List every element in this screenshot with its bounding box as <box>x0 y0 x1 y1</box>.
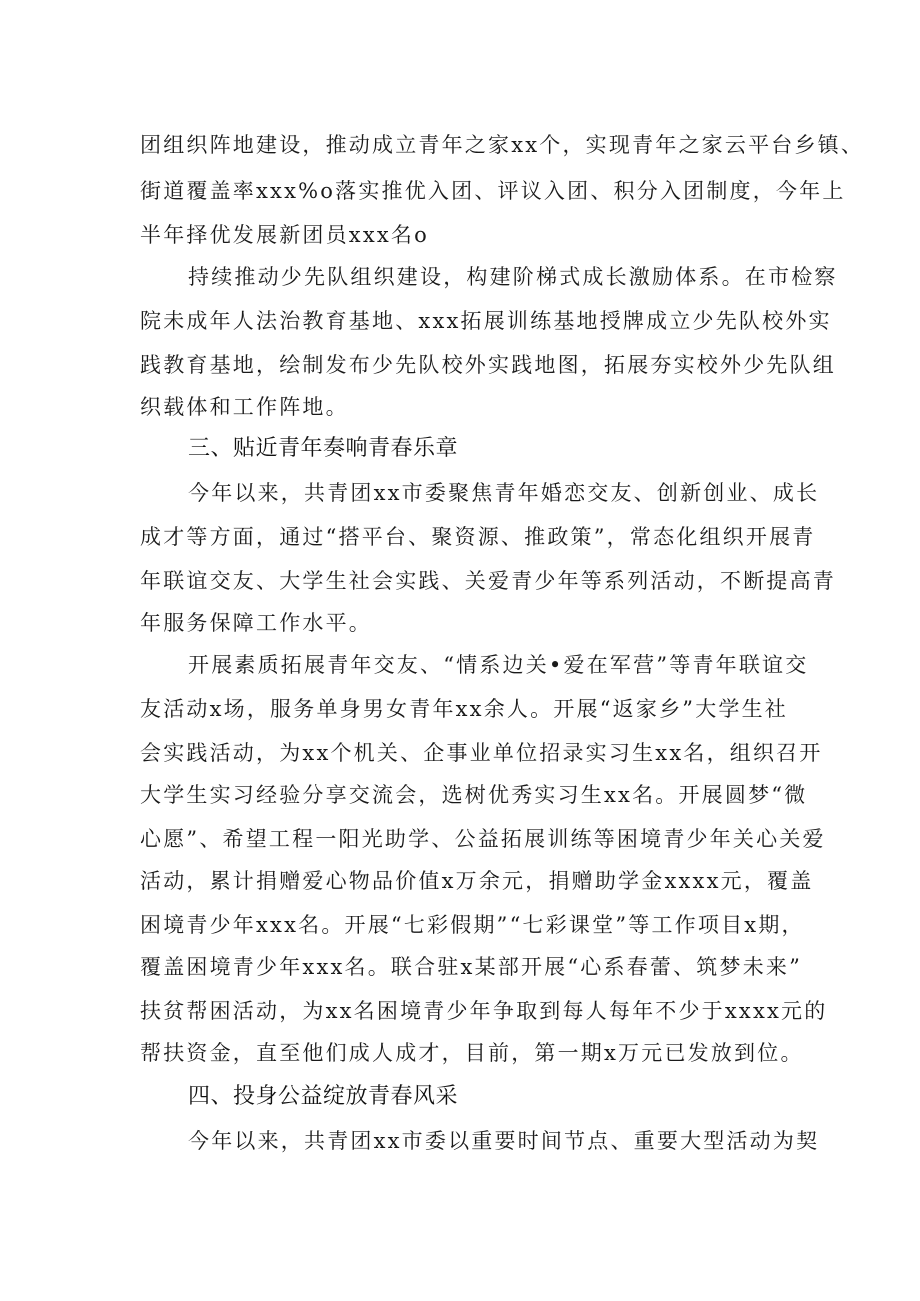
paragraph-line: 友活动x场，服务单身男女青年xx余人。开展“返家乡”大学生社 <box>140 697 788 721</box>
paragraph-line: 团组织阵地建设，推动成立青年之家xx个，实现青年之家云平台乡镇、 <box>140 133 865 157</box>
paragraph-line: 覆盖困境青少年xxx名。联合驻x某部开展“心系春蕾、筑梦未来” <box>140 955 803 979</box>
paragraph-line: 践教育基地，绘制发布少先队校外实践地图，拓展夯实校外少先队组 <box>140 353 836 377</box>
paragraph-line: 活动，累计捐赠爱心物品价值x万余元，捐赠助学金xxxx元，覆盖 <box>140 869 814 893</box>
paragraph-line: 帮扶资金，直至他们成人成才，目前，第一期x万元已发放到位。 <box>140 1041 804 1065</box>
section-heading: 四、投身公益绽放青春风采 <box>188 1084 459 1109</box>
paragraph-line: 心愿”、希望工程一阳光助学、公益拓展训练等困境青少年关心关爱 <box>140 827 826 851</box>
section-heading: 三、贴近青年奏响青春乐章 <box>188 436 459 461</box>
paragraph-line: 困境青少年xxx名。开展“七彩假期”“七彩课堂”等工作项目x期， <box>140 913 805 937</box>
paragraph-line: 会实践活动，为xx个机关、企事业单位招录实习生xx名，组织召开 <box>140 741 823 765</box>
paragraph-line: 院未成年人法治教育基地、xxx拓展训练基地授牌成立少先队校外实 <box>140 309 832 333</box>
paragraph-line: 开展素质拓展青年交友、“情系边关•爱在军营”等青年联谊交 <box>188 653 809 677</box>
paragraph-line: 今年以来，共青团xx市委聚焦青年婚恋交友、创新创业、成长 <box>188 481 820 505</box>
paragraph-line: 成才等方面，通过“搭平台、聚资源、推政策”，常态化组织开展青 <box>140 525 816 549</box>
paragraph-line: 街道覆盖率xxx%o落实推优入团、评议入团、积分入团制度，今年上 <box>140 179 846 203</box>
paragraph-line: 年联谊交友、大学生社会实践、关爱青少年等系列活动，不断提高青 <box>140 569 836 593</box>
paragraph-line: 今年以来，共青团xx市委以重要时间节点、重要大型活动为契 <box>188 1129 820 1153</box>
paragraph-line: 年服务保障工作水平。 <box>140 611 372 635</box>
paragraph-line: 半年择优发展新团员xxx名o <box>140 223 429 247</box>
paragraph-line: 织载体和工作阵地。 <box>140 395 349 419</box>
paragraph-line: 大学生实习经验分享交流会，选树优秀实习生xx名。开展圆梦“微 <box>140 783 808 807</box>
paragraph-line: 持续推动少先队组织建设，构建阶梯式成长激励体系。在市检察 <box>188 265 838 289</box>
paragraph-line: 扶贫帮困活动，为xx名困境青少年争取到每人每年不少于xxxx元的 <box>140 999 828 1023</box>
